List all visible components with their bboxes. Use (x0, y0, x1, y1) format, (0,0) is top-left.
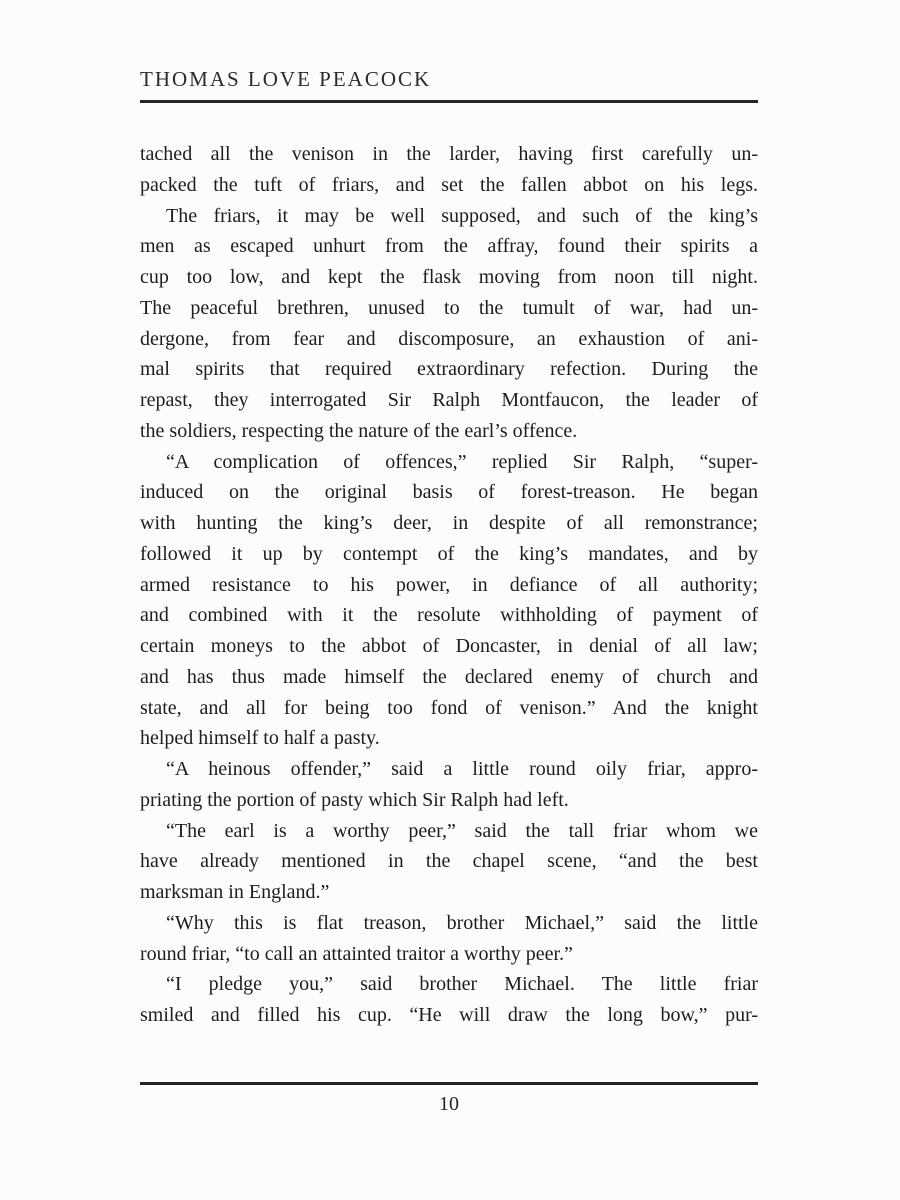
body-text (140, 139, 758, 1031)
text-line: certain moneys to the abbot of Doncaster, in denial of all law; (140, 635, 758, 657)
text-line: “I pledge you,” said brother Michael. The little friar (166, 973, 758, 996)
text-line: men as escaped unhurt from the affray, found their spirits a (140, 235, 758, 258)
text-line: dergone, from fear and discomposure, an exhaustion of ani- (140, 327, 758, 350)
running-head-title: THOMAS LOVE PEACOCK (140, 67, 432, 91)
footer-rule (140, 1082, 758, 1085)
text-line: the soldiers, respecting the nature of the earl’s offence. (140, 419, 578, 442)
text-line: “A heinous offender,” said a little round oily friar, appro- (166, 758, 758, 780)
header-rule (140, 100, 758, 103)
text-line: followed it up by contempt of the king’s mandates, and by (140, 542, 758, 565)
text-line: tached all the venison in the larder, having first carefully un- (140, 143, 758, 165)
text-line: priating the portion of pasty which Sir Ralph had left. (140, 788, 569, 811)
text-line: induced on the original basis of forest-treason. He began (140, 481, 758, 504)
page-number: 10 (439, 1093, 459, 1115)
text-line: cup too low, and kept the flask moving from noon till night. (140, 266, 758, 288)
text-line: with hunting the king’s deer, in despite of all remonstrance; (140, 512, 758, 534)
text-line: repast, they interrogated Sir Ralph Montfaucon, the leader of (140, 389, 758, 411)
text-line: have already mentioned in the chapel scene, “and the best (140, 850, 758, 873)
text-line: round friar, “to call an attainted traitor a worthy peer.” (140, 942, 573, 965)
text-line: and combined with it the resolute withholding of payment of (140, 604, 758, 627)
text-line: smiled and filled his cup. “He will draw the long bow,” pur- (140, 1004, 758, 1026)
text-line: mal spirits that required extraordinary refection. During the (140, 358, 758, 381)
text-line: packed the tuft of friars, and set the fallen abbot on his legs. (140, 173, 758, 196)
text-line: “A complication of offences,” replied Sir Ralph, “super- (166, 450, 758, 473)
text-line: helped himself to half a pasty. (140, 727, 380, 750)
text-line: The friars, it may be well supposed, and such of the king’s (166, 204, 758, 227)
text-line: The peaceful brethren, unused to the tumult of war, had un- (140, 296, 758, 319)
text-line: armed resistance to his power, in defiance of all authority; (140, 573, 758, 596)
text-line: “The earl is a worthy peer,” said the tall friar whom we (166, 819, 758, 842)
text-line: state, and all for being too fond of venison.” And the knight (140, 696, 758, 719)
text-line: marksman in England.” (140, 881, 330, 903)
text-line: “Why this is flat treason, brother Michael,” said the little (166, 911, 758, 934)
text-line: and has thus made himself the declared enemy of church and (140, 665, 758, 688)
